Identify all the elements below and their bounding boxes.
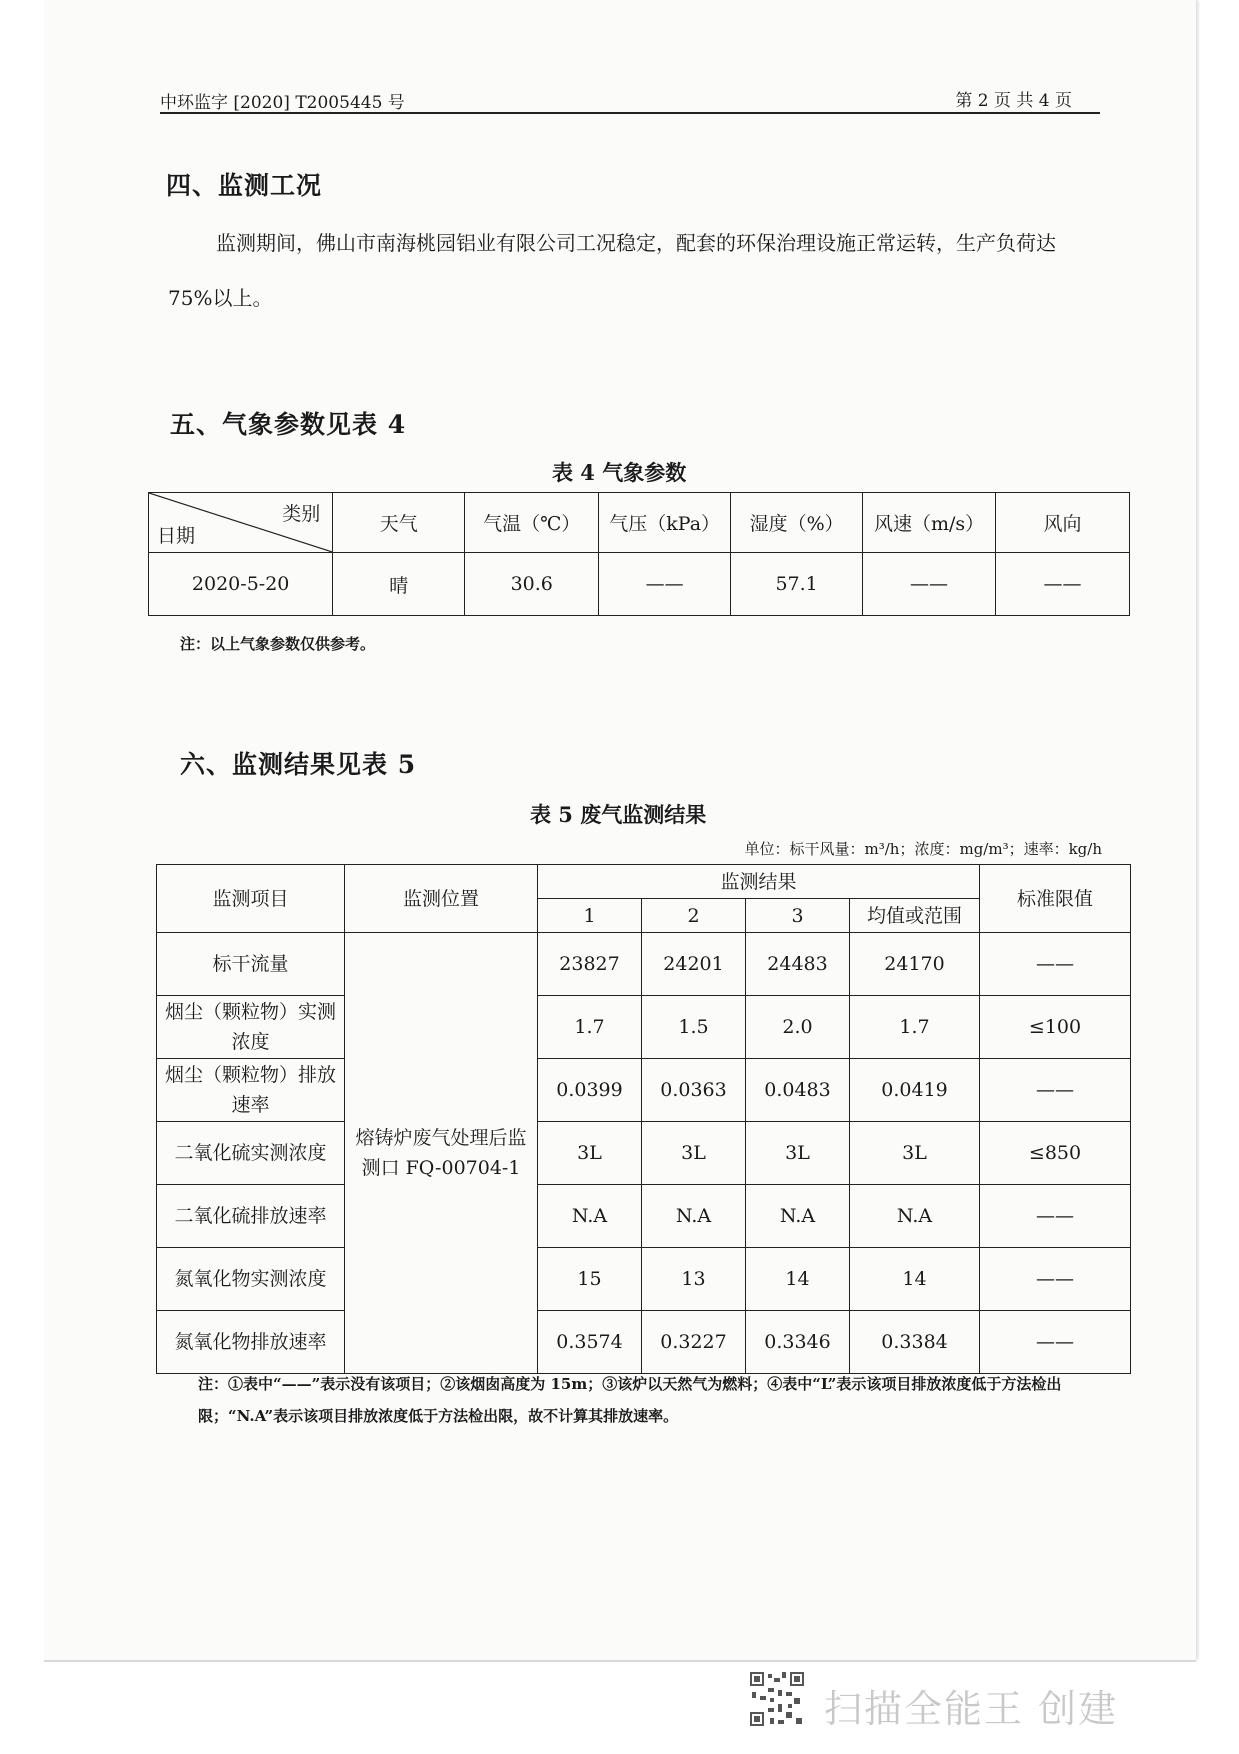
row-value: 1.5 xyxy=(642,996,746,1059)
row-value: 14 xyxy=(746,1248,850,1311)
row-limit: —— xyxy=(980,1059,1131,1122)
row-value: 1.7 xyxy=(850,996,980,1059)
head-results: 监测结果 xyxy=(538,865,980,899)
row-value: 2.0 xyxy=(746,996,850,1059)
table4-header: 天气 xyxy=(333,493,465,553)
table4-cell: 晴 xyxy=(333,553,465,616)
row-value: 24201 xyxy=(642,933,746,996)
head-item: 监测项目 xyxy=(157,865,345,933)
row-value: 13 xyxy=(642,1248,746,1311)
row-value: 15 xyxy=(538,1248,642,1311)
corner-label-category: 类别 xyxy=(282,503,321,525)
page-header xyxy=(160,86,1100,114)
table-row xyxy=(157,996,1131,1059)
row-value: 1.7 xyxy=(538,996,642,1059)
table4-cell: 2020-5-20 xyxy=(149,553,333,616)
row-value: 0.0483 xyxy=(746,1059,850,1122)
row-limit: —— xyxy=(980,1185,1131,1248)
table4-header: 风向 xyxy=(996,493,1130,553)
table-row xyxy=(157,1122,1131,1185)
row-value: 0.0363 xyxy=(642,1059,746,1122)
row-limit: —— xyxy=(980,1248,1131,1311)
table4-cell: —— xyxy=(863,553,996,616)
row-value: 0.0399 xyxy=(538,1059,642,1122)
table4-cell: 30.6 xyxy=(465,553,599,616)
row-value: N.A xyxy=(538,1185,642,1248)
row-value: 24483 xyxy=(746,933,850,996)
table4-note: 注：以上气象参数仅供参考。 xyxy=(180,635,376,653)
row-value: 3L xyxy=(642,1122,746,1185)
sub-head: 1 xyxy=(538,899,642,933)
location-cell: 熔铸炉废气处理后监测口 FQ-00704-1 xyxy=(345,933,538,1374)
table4-header: 气温（℃） xyxy=(465,493,599,553)
head-limit: 标准限值 xyxy=(980,865,1131,933)
row-value: 0.0419 xyxy=(850,1059,980,1122)
row-value: 0.3574 xyxy=(538,1311,642,1374)
table5-caption: 表 5 废气监测结果 xyxy=(530,802,707,827)
row-item: 二氧化硫排放速率 xyxy=(157,1185,345,1248)
head-location: 监测位置 xyxy=(345,865,538,933)
table4-cell: —— xyxy=(599,553,731,616)
row-limit: ≤100 xyxy=(980,996,1131,1059)
page-edge xyxy=(44,1660,1196,1662)
emission-results-table xyxy=(156,864,1131,1374)
table4-cell: 57.1 xyxy=(731,553,863,616)
table4-header: 风速（m/s） xyxy=(863,493,996,553)
weather-table xyxy=(148,492,1130,616)
row-value: 3L xyxy=(746,1122,850,1185)
row-value: 14 xyxy=(850,1248,980,1311)
table4-header: 湿度（%） xyxy=(731,493,863,553)
doc-number: 中环监字 [2020] T2005445 号 xyxy=(160,93,405,113)
row-value: N.A xyxy=(642,1185,746,1248)
table4-header: 气压（kPa） xyxy=(599,493,731,553)
row-item: 二氧化硫实测浓度 xyxy=(157,1122,345,1185)
row-value: 3L xyxy=(538,1122,642,1185)
corner-label-date: 日期 xyxy=(157,525,196,547)
scanner-brand: 扫描全能王 创建 xyxy=(824,1687,1119,1731)
row-value: 0.3346 xyxy=(746,1311,850,1374)
row-limit: —— xyxy=(980,933,1131,996)
table5-unit: 单位：标干风量：m³/h；浓度：mg/m³；速率：kg/h xyxy=(744,840,1102,858)
section6-title: 六、监测结果见表 5 xyxy=(180,750,417,779)
row-value: N.A xyxy=(850,1185,980,1248)
sub-head: 均值或范围 xyxy=(850,899,980,933)
row-item: 氮氧化物实测浓度 xyxy=(157,1248,345,1311)
table4-row xyxy=(149,553,1130,616)
table4-corner-cell xyxy=(149,493,333,553)
row-value: 0.3384 xyxy=(850,1311,980,1374)
table-row xyxy=(157,1185,1131,1248)
sub-head: 3 xyxy=(746,899,850,933)
table-row xyxy=(157,1248,1131,1311)
page-number: 第 2 页 共 4 页 xyxy=(955,91,1072,111)
table4-cell: —— xyxy=(996,553,1130,616)
table5-note: 注：①表中“——”表示没有该项目；②该烟囱高度为 15m；③该炉以天然气为燃料；④表中“L”表示该项目排放浓度低于方法检出限；“N.A”表示该项目排放浓度低于方法检出限，故不计算其排放速率。 xyxy=(198,1375,1062,1425)
section5-title: 五、气象参数见表 4 xyxy=(170,410,407,439)
table-row xyxy=(157,933,1131,996)
row-value: N.A xyxy=(746,1185,850,1248)
table-row xyxy=(157,1311,1131,1374)
row-item: 氮氧化物排放速率 xyxy=(157,1311,345,1374)
section4-title: 四、监测工况 xyxy=(166,171,323,200)
row-item: 烟尘（颗粒物）实测浓度 xyxy=(157,996,345,1059)
table-row xyxy=(157,1059,1131,1122)
row-limit: ≤850 xyxy=(980,1122,1131,1185)
row-item: 标干流量 xyxy=(157,933,345,996)
qr-code-icon xyxy=(748,1670,806,1728)
row-value: 3L xyxy=(850,1122,980,1185)
row-limit: —— xyxy=(980,1311,1131,1374)
row-value: 0.3227 xyxy=(642,1311,746,1374)
row-item: 烟尘（颗粒物）排放速率 xyxy=(157,1059,345,1122)
sub-head: 2 xyxy=(642,899,746,933)
row-value: 23827 xyxy=(538,933,642,996)
section4-body: 监测期间，佛山市南海桃园铝业有限公司工况稳定，配套的环保治理设施正常运转，生产负荷达 75%以上。 xyxy=(168,231,1056,310)
row-value: 24170 xyxy=(850,933,980,996)
table4-caption: 表 4 气象参数 xyxy=(552,460,687,485)
